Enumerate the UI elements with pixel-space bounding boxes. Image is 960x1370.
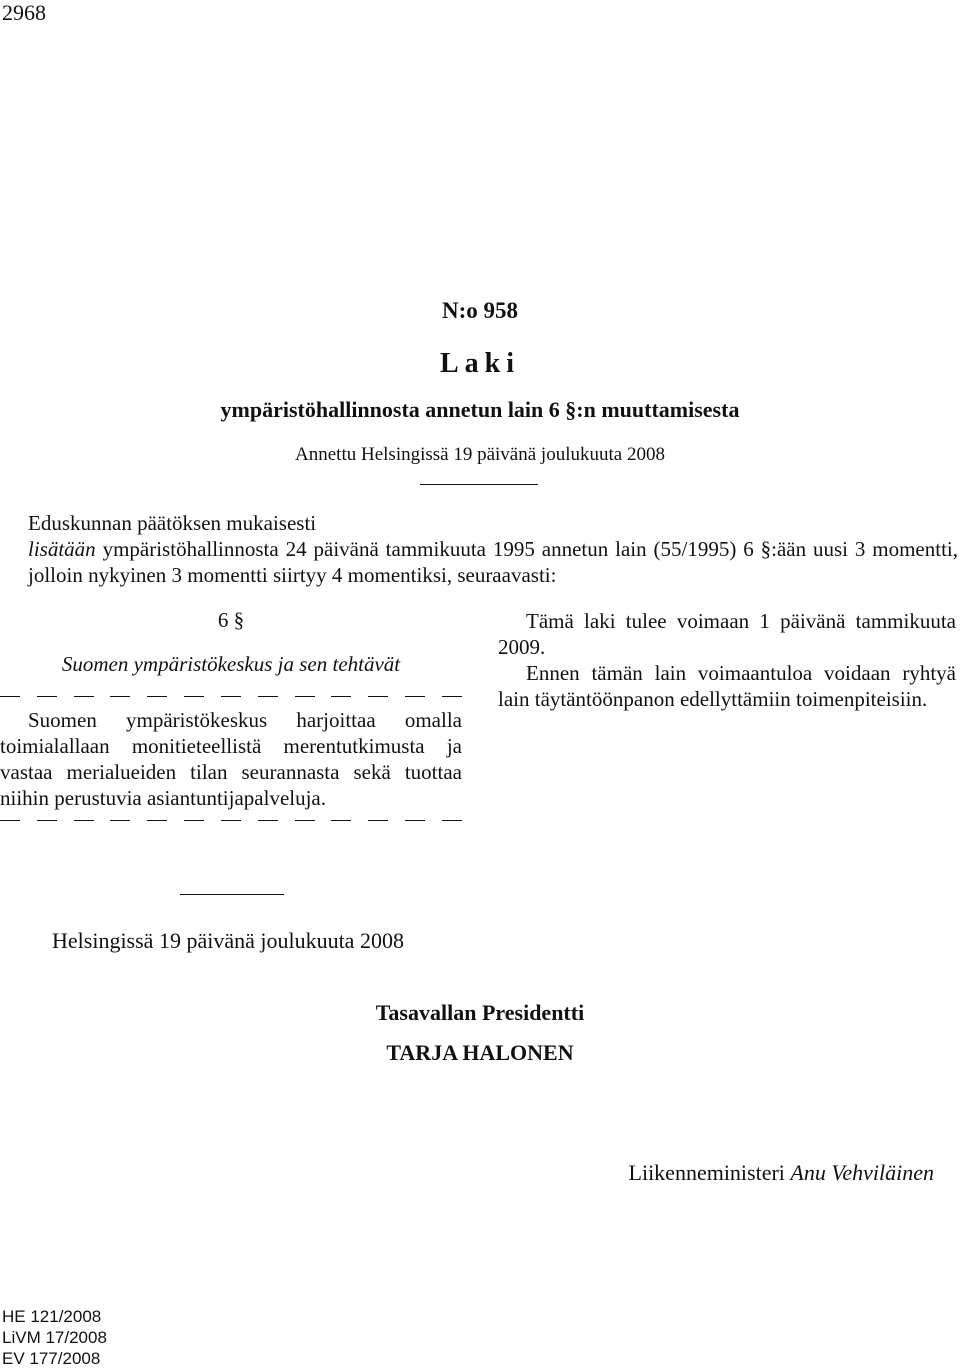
intro-paragraph [0, 510, 958, 588]
section-divider [180, 894, 284, 895]
title-divider [420, 484, 538, 485]
reference-item: EV 177/2008 [2, 1349, 101, 1368]
implementation-paragraph: Ennen tämän lain voimaantuloa voidaan ryhtyä lain täytäntöönpanon edellyttämiin toimenpiteisiin. [498, 661, 956, 711]
page-number: 2968 [2, 0, 46, 25]
section-number: 6 § [217, 608, 245, 632]
legislative-references [2, 1306, 107, 1369]
minister-name: Anu Vehviläinen [790, 1160, 934, 1185]
omission-dashes-bottom [0, 815, 462, 825]
intro-line-1: Eduskunnan päätöksen mukaisesti [28, 511, 317, 535]
left-column [0, 607, 462, 825]
document-title: ympäristöhallinnosta annetun lain 6 §:n muuttamisesta [220, 397, 740, 422]
section-heading: Suomen ympäristökeskus ja sen tehtävät [61, 652, 401, 676]
section-paragraph: Suomen ympäristökeskus harjoittaa omalla toimialallaan monitieteellistä merentutkimusta ja vastaa merialueiden tilan seurannasta sekä tuottaa niihin perustuvia asiantuntijapalveluja. [0, 708, 462, 810]
document-type: Laki [439, 348, 521, 379]
intro-line-2 [0, 536, 958, 588]
minister-role: Liikenneministeri [628, 1160, 785, 1185]
right-column [498, 608, 956, 712]
reference-item: HE 121/2008 [2, 1307, 102, 1326]
president-title: Tasavallan Presidentti [375, 1000, 585, 1025]
omission-dashes-top [0, 691, 462, 701]
place-date: Helsingissä 19 päivänä joulukuuta 2008 [52, 928, 404, 953]
entry-into-force-paragraph: Tämä laki tulee voimaan 1 päivänä tammikuuta 2009. [498, 609, 956, 659]
president-name: TARJA HALONEN [386, 1040, 574, 1065]
reference-item: LiVM 17/2008 [2, 1328, 107, 1347]
given-date: Annettu Helsingissä 19 päivänä joulukuuta 2008 [295, 444, 665, 465]
minister-signature [629, 1160, 934, 1186]
statute-number: N:o 958 [441, 298, 519, 323]
intro-verb: lisätään [28, 537, 96, 561]
intro-body: ympäristöhallinnosta 24 päivänä tammikuuta 1995 annetun lain (55/1995) 6 §:ään uusi 3 momentti, jolloin nykyinen 3 momentti siirtyy 4 momentiksi, seuraavasti: [28, 537, 958, 587]
